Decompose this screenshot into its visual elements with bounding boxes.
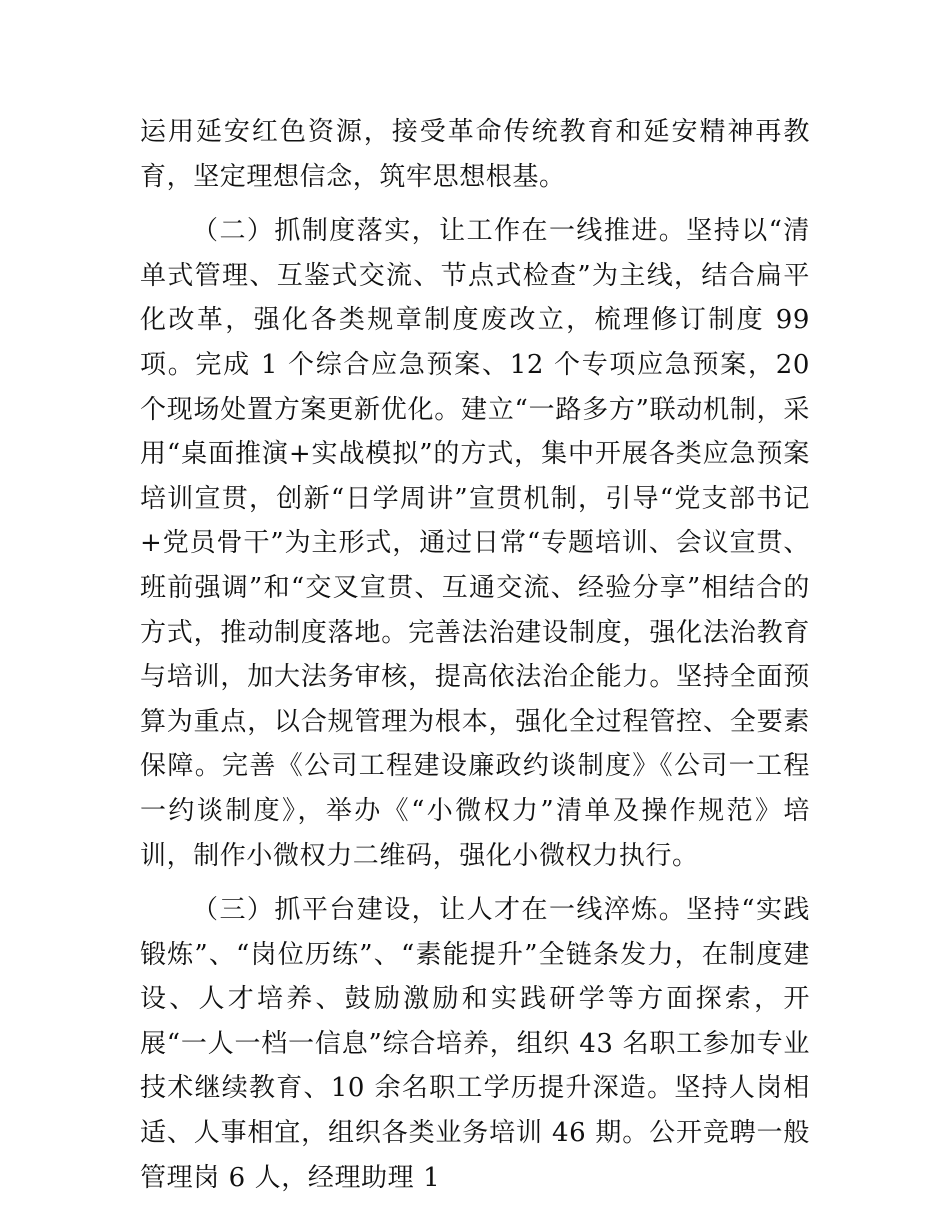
paragraph-3-platform-building: （三）抓平台建设，让人才在一线淬炼。坚持“实践锻炼”、“岗位历练”、“素能提升”全链条发力，在制度建设、人才培养、鼓励激励和实践研学等方面探索，开展“一人一档一信息”综合培养，组织 43 名职工参加专业技术继续教育、10 余名职工学历提升深造。坚持人岗相适、人事相宜，组织各类业务培训 46 期。公开竞聘一般管理岗 6 人，经理助理 1 (140, 895, 810, 1193)
paragraph-1: 运用延安红色资源，接受革命传统教育和延安精神再教育，坚定理想信念，筑牢思想根基。 (140, 117, 810, 192)
document-body (140, 110, 810, 1210)
paragraph-2-institution-implementation: （二）抓制度落实，让工作在一线推进。坚持以“清单式管理、互鉴式交流、节点式检查”为主线，结合扁平化改革，强化各类规章制度废改立，梳理修订制度 99 项。完成 1 个综合应急预案、12 个专项应急预案，20 个现场处置方案更新优化。建立“一路多方”联动机制，采用“桌面推演+实战模拟”的方式，集中开展各类应急预案培训宣贯，创新“日学周讲”宣贯机制，引导“党支部书记+党员骨干”为主形式，通过日常“专题培训、会议宣贯、班前强调”和“交叉宣贯、互通交流、经验分享”相结合的方式，推动制度落地。完善法治建设制度，强化法治教育与培训，加大法务审核，提高依法治企能力。坚持全面预算为重点，以合规管理为根本，强化全过程管控、全要素保障。完善《公司工程建设廉政约谈制度》《公司一工程一约谈制度》，举办《“小微权力”清单及操作规范》培训，制作小微权力二维码，强化小微权力执行。 (140, 216, 810, 871)
